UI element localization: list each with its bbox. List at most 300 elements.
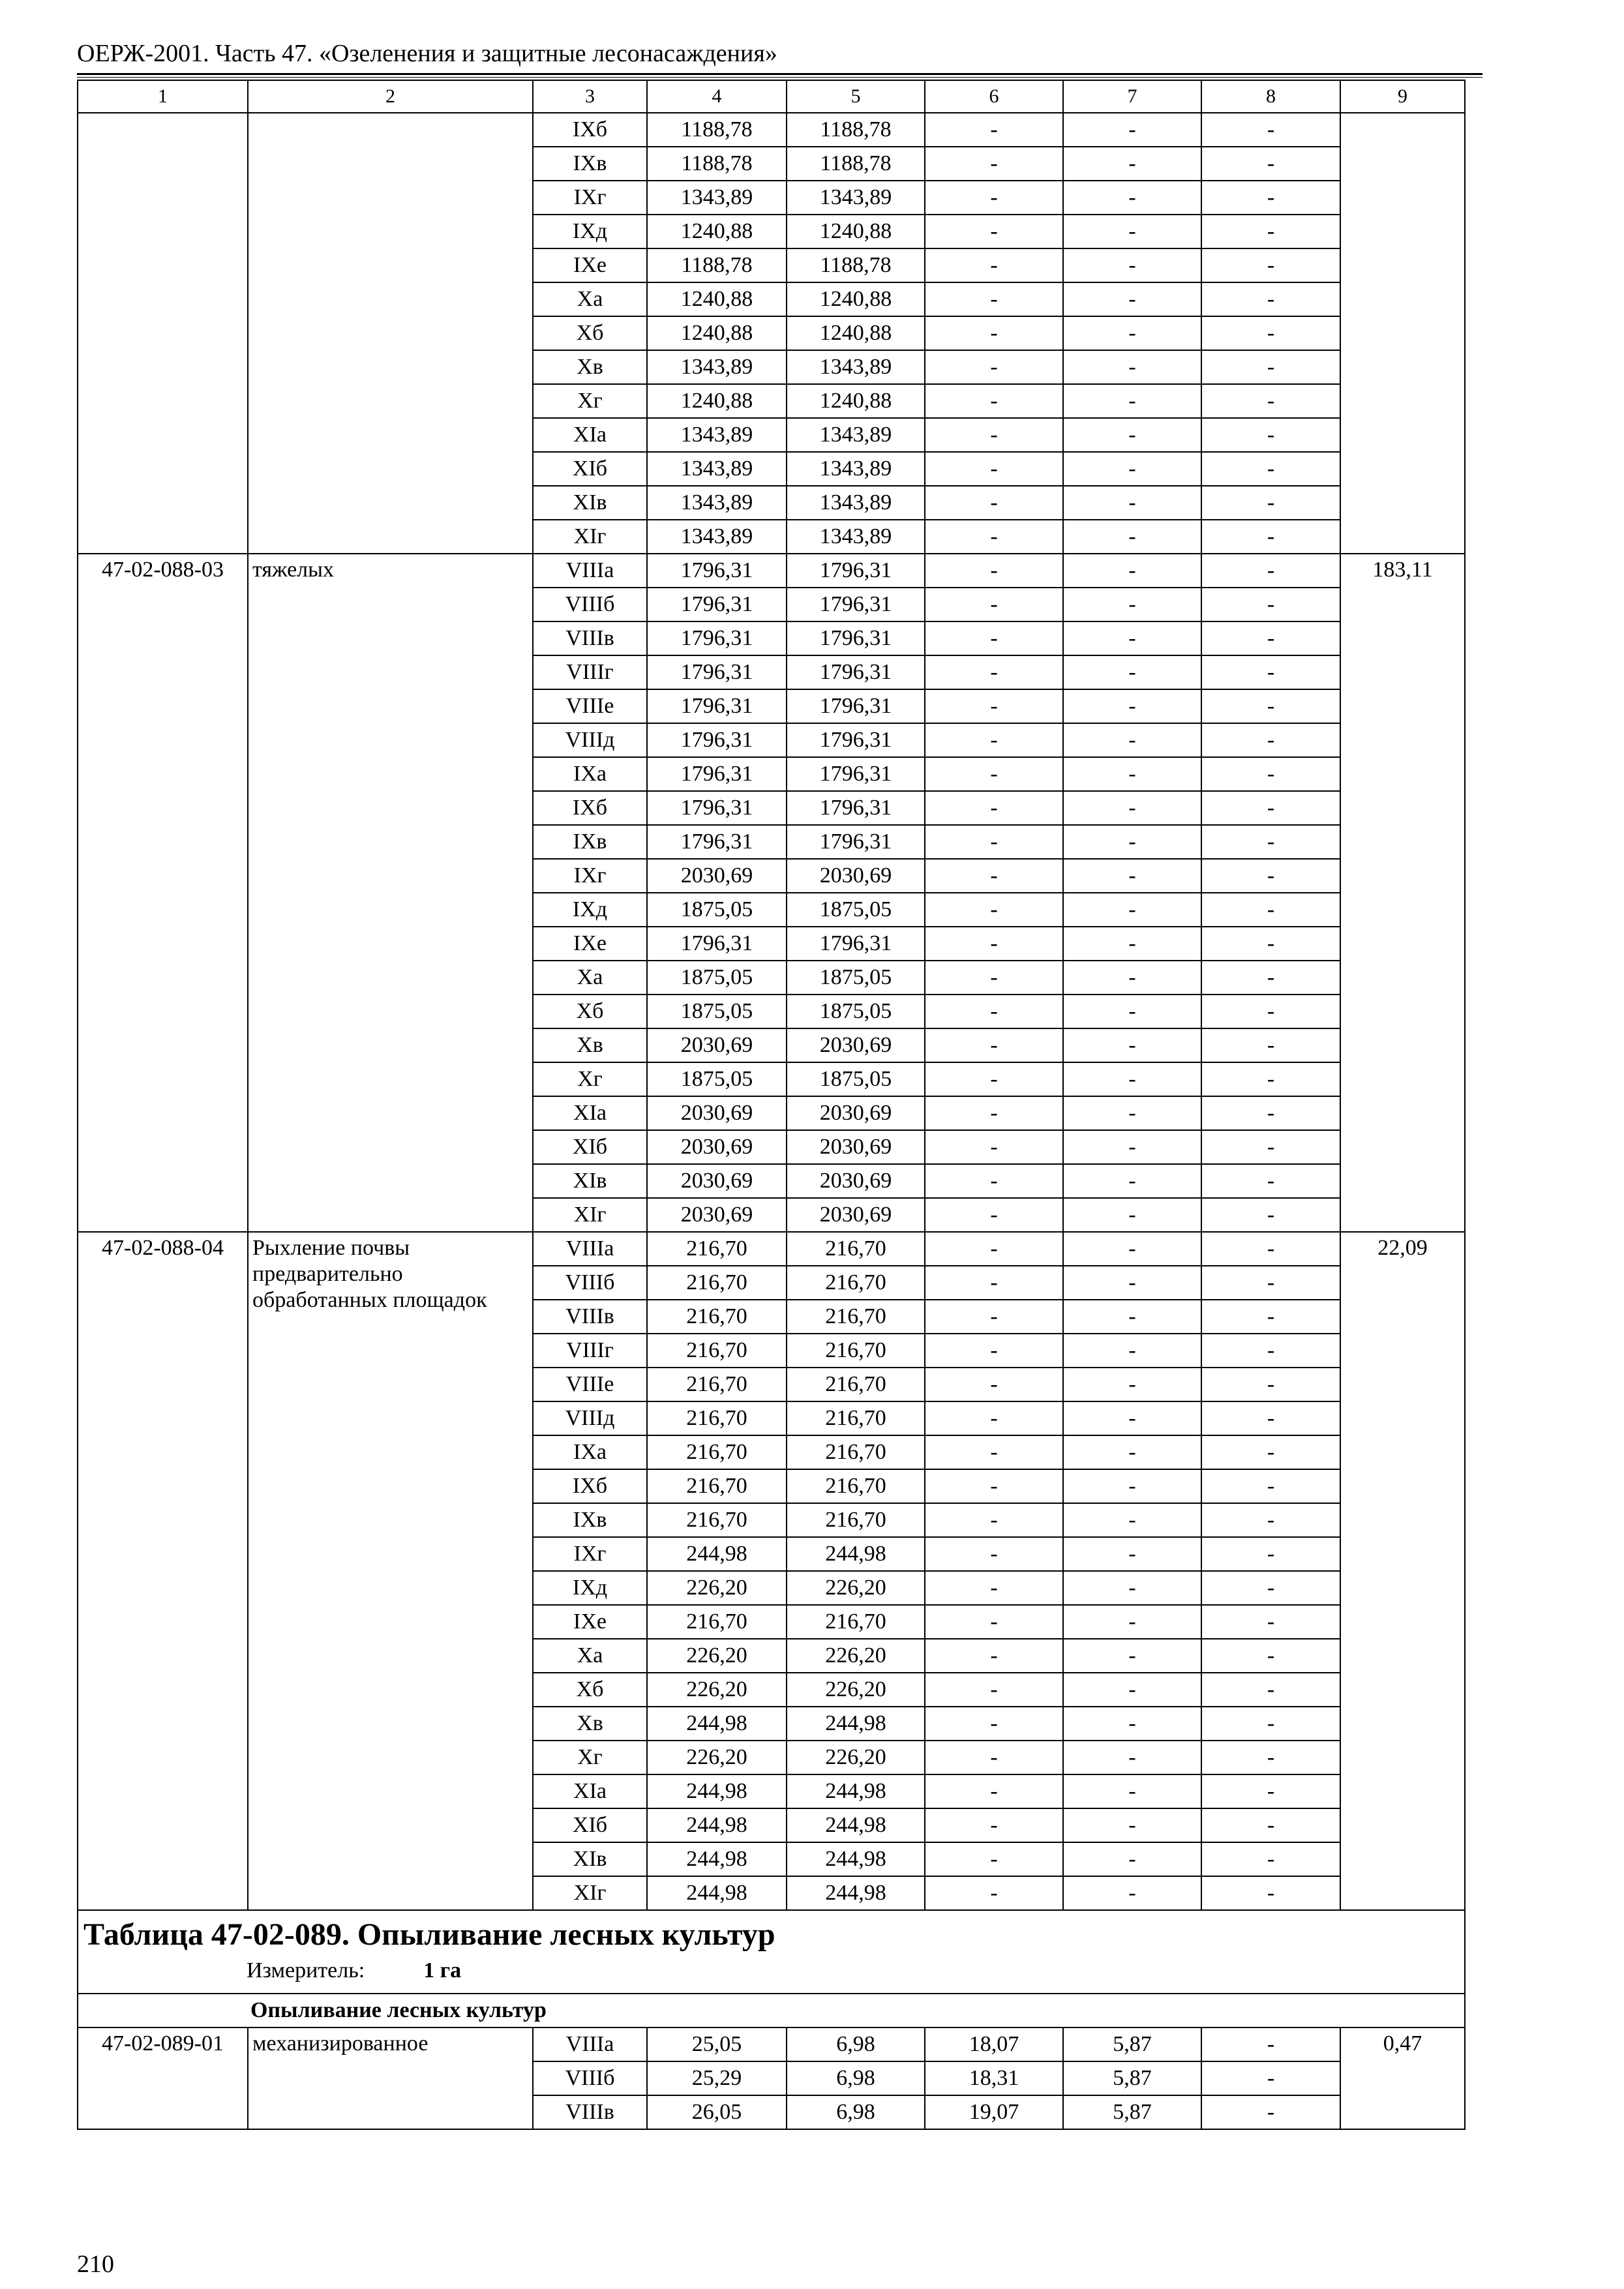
table-cell: 1875,05 bbox=[787, 893, 925, 927]
table-cell: 5,87 bbox=[1063, 2027, 1201, 2061]
table-cell: - bbox=[925, 757, 1063, 791]
table-cell: 1343,89 bbox=[647, 181, 787, 215]
table-cell: 1240,88 bbox=[647, 215, 787, 248]
table-cell: - bbox=[1063, 1503, 1201, 1537]
measure-value: 1 га bbox=[423, 1958, 462, 1982]
table-cell: - bbox=[1201, 1334, 1340, 1368]
table-cell: XIг bbox=[533, 1876, 647, 1910]
table-cell: 2030,69 bbox=[647, 1028, 787, 1062]
table-cell: - bbox=[925, 248, 1063, 282]
table-caption-row bbox=[78, 1910, 1465, 1994]
table-cell: - bbox=[925, 147, 1063, 181]
table-cell: 1188,78 bbox=[787, 147, 925, 181]
table-cell: - bbox=[925, 1096, 1063, 1130]
labor-cost bbox=[1340, 113, 1465, 554]
table-cell: 1796,31 bbox=[787, 588, 925, 621]
table-cell: 1796,31 bbox=[647, 621, 787, 655]
table-cell: - bbox=[925, 181, 1063, 215]
table-cell: 226,20 bbox=[787, 1673, 925, 1707]
table-cell: - bbox=[925, 893, 1063, 927]
table-cell: 216,70 bbox=[647, 1266, 787, 1300]
table-cell: - bbox=[1201, 927, 1340, 961]
table-cell: - bbox=[1063, 1266, 1201, 1300]
table-cell: 1343,89 bbox=[787, 486, 925, 520]
table-cell: 2030,69 bbox=[787, 1198, 925, 1232]
table-cell: 216,70 bbox=[787, 1503, 925, 1537]
column-number: 6 bbox=[925, 80, 1063, 113]
table-cell: 18,31 bbox=[925, 2061, 1063, 2095]
table-cell: 226,20 bbox=[647, 1741, 787, 1774]
section-title: Опыливание лесных культур bbox=[78, 1994, 1465, 2027]
table-cell: - bbox=[1063, 825, 1201, 859]
table-cell: 1240,88 bbox=[787, 215, 925, 248]
table-cell: 1343,89 bbox=[787, 181, 925, 215]
table-cell: Xб bbox=[533, 1673, 647, 1707]
table-cell: 1343,89 bbox=[647, 418, 787, 452]
table-cell: - bbox=[1063, 1130, 1201, 1164]
table-cell: 1796,31 bbox=[647, 554, 787, 588]
table-cell: 1875,05 bbox=[647, 893, 787, 927]
labor-cost: 22,09 bbox=[1340, 1232, 1465, 1910]
table-cell: - bbox=[1063, 995, 1201, 1028]
table-cell: 226,20 bbox=[647, 1673, 787, 1707]
table-cell: - bbox=[1201, 1164, 1340, 1198]
table-cell: 5,87 bbox=[1063, 2095, 1201, 2129]
table-cell: IXе bbox=[533, 927, 647, 961]
table-cell: 1875,05 bbox=[647, 1062, 787, 1096]
table-cell: - bbox=[1201, 2061, 1340, 2095]
table-cell: VIIIв bbox=[533, 621, 647, 655]
table-cell: 244,98 bbox=[647, 1842, 787, 1876]
table-cell: XIв bbox=[533, 486, 647, 520]
table-caption-cell bbox=[78, 1910, 1465, 1994]
table-cell: 226,20 bbox=[647, 1639, 787, 1673]
table-cell: VIIIг bbox=[533, 655, 647, 689]
table-cell: 1188,78 bbox=[647, 113, 787, 147]
table-cell: 2030,69 bbox=[647, 1096, 787, 1130]
column-number: 3 bbox=[533, 80, 647, 113]
table-cell: - bbox=[1063, 621, 1201, 655]
rate-code: 47-02-088-04 bbox=[78, 1232, 248, 1910]
table-cell: 226,20 bbox=[787, 1741, 925, 1774]
table-cell: 226,20 bbox=[787, 1639, 925, 1673]
table-cell: 244,98 bbox=[647, 1537, 787, 1571]
table-cell: - bbox=[1201, 1096, 1340, 1130]
table-cell: - bbox=[1201, 995, 1340, 1028]
table-cell: - bbox=[1201, 893, 1340, 927]
table-cell: 1188,78 bbox=[647, 248, 787, 282]
table-cell: 216,70 bbox=[787, 1469, 925, 1503]
table-cell: - bbox=[1063, 1232, 1201, 1266]
table-cell: - bbox=[925, 1401, 1063, 1435]
table-cell: 19,07 bbox=[925, 2095, 1063, 2129]
table-cell: - bbox=[1201, 1435, 1340, 1469]
table-cell: - bbox=[1063, 1673, 1201, 1707]
table-cell: 1343,89 bbox=[787, 350, 925, 384]
table-cell: - bbox=[1063, 791, 1201, 825]
table-cell: Xг bbox=[533, 1062, 647, 1096]
table-cell: - bbox=[925, 1062, 1063, 1096]
table-cell: - bbox=[925, 1300, 1063, 1334]
table-cell: - bbox=[925, 961, 1063, 995]
table-cell: Xб bbox=[533, 316, 647, 350]
table-cell: - bbox=[1063, 418, 1201, 452]
table-cell: - bbox=[925, 1232, 1063, 1266]
table-row bbox=[78, 113, 1465, 147]
table-cell: - bbox=[925, 723, 1063, 757]
table-cell: - bbox=[925, 1435, 1063, 1469]
table-cell: 1796,31 bbox=[647, 757, 787, 791]
table-cell: 216,70 bbox=[647, 1300, 787, 1334]
table-cell: XIб bbox=[533, 452, 647, 486]
table-cell: - bbox=[1201, 1198, 1340, 1232]
work-description: Рыхление почвы предварительно обработанных площадок bbox=[248, 1232, 533, 1910]
table-cell: - bbox=[1201, 1741, 1340, 1774]
table-cell: 1796,31 bbox=[787, 689, 925, 723]
page-header bbox=[77, 38, 1482, 78]
table-cell: XIб bbox=[533, 1808, 647, 1842]
table-cell: - bbox=[925, 621, 1063, 655]
column-number: 8 bbox=[1201, 80, 1340, 113]
table-cell: - bbox=[1063, 486, 1201, 520]
table-cell: 1796,31 bbox=[647, 825, 787, 859]
table-cell: - bbox=[925, 859, 1063, 893]
table-cell: - bbox=[1063, 1842, 1201, 1876]
table-row bbox=[78, 554, 1465, 588]
table-cell: 244,98 bbox=[787, 1774, 925, 1808]
work-description: механизированное bbox=[248, 2027, 533, 2129]
table-cell: - bbox=[925, 655, 1063, 689]
table-cell: - bbox=[925, 1334, 1063, 1368]
table-cell: - bbox=[1201, 1808, 1340, 1842]
table-cell: 25,29 bbox=[647, 2061, 787, 2095]
table-cell: 6,98 bbox=[787, 2027, 925, 2061]
work-description: тяжелых bbox=[248, 554, 533, 1232]
table-cell: - bbox=[925, 384, 1063, 418]
table-cell: Xб bbox=[533, 995, 647, 1028]
table-cell: - bbox=[1201, 316, 1340, 350]
table-row bbox=[78, 2027, 1465, 2061]
table-cell: 1343,89 bbox=[647, 350, 787, 384]
measure-label: Измеритель: bbox=[247, 1958, 365, 1982]
table-cell: - bbox=[1201, 825, 1340, 859]
rates-table bbox=[77, 80, 1466, 2130]
table-cell: - bbox=[1063, 1334, 1201, 1368]
table-body bbox=[78, 80, 1465, 2129]
table-cell: 244,98 bbox=[787, 1842, 925, 1876]
table-cell: - bbox=[1063, 248, 1201, 282]
table-cell: - bbox=[1063, 1571, 1201, 1605]
table-cell: - bbox=[1063, 452, 1201, 486]
table-cell: - bbox=[1201, 1537, 1340, 1571]
table-cell: - bbox=[925, 1266, 1063, 1300]
section-title-row bbox=[78, 1994, 1465, 2027]
table-cell: IXг bbox=[533, 181, 647, 215]
table-cell: - bbox=[925, 1571, 1063, 1605]
table-cell: - bbox=[925, 1673, 1063, 1707]
table-cell: - bbox=[1201, 350, 1340, 384]
table-cell: - bbox=[925, 1368, 1063, 1401]
table-cell: XIб bbox=[533, 1130, 647, 1164]
table-cell: - bbox=[1063, 1062, 1201, 1096]
table-cell: - bbox=[1063, 316, 1201, 350]
table-cell: - bbox=[1063, 757, 1201, 791]
table-cell: - bbox=[925, 1028, 1063, 1062]
table-cell: - bbox=[1201, 215, 1340, 248]
table-cell: 1343,89 bbox=[647, 486, 787, 520]
table-cell: 244,98 bbox=[647, 1707, 787, 1741]
rate-code bbox=[78, 113, 248, 554]
table-cell: 216,70 bbox=[647, 1401, 787, 1435]
table-cell: 1796,31 bbox=[647, 655, 787, 689]
table-cell: 244,98 bbox=[647, 1808, 787, 1842]
table-cell: - bbox=[1063, 384, 1201, 418]
table-cell: 2030,69 bbox=[647, 1198, 787, 1232]
table-cell: 1240,88 bbox=[647, 316, 787, 350]
table-cell: 1796,31 bbox=[787, 825, 925, 859]
table-cell: VIIIв bbox=[533, 2095, 647, 2129]
table-cell: - bbox=[1201, 1639, 1340, 1673]
table-cell: - bbox=[925, 689, 1063, 723]
table-cell: VIIIб bbox=[533, 588, 647, 621]
table-cell: 1875,05 bbox=[647, 961, 787, 995]
page-number: 210 bbox=[77, 2251, 114, 2278]
table-cell: - bbox=[1063, 282, 1201, 316]
table-cell: IXв bbox=[533, 825, 647, 859]
table-cell: - bbox=[1201, 1028, 1340, 1062]
table-cell: 2030,69 bbox=[647, 1130, 787, 1164]
table-cell: - bbox=[1063, 1198, 1201, 1232]
table-cell: Xа bbox=[533, 282, 647, 316]
table-cell: - bbox=[1063, 893, 1201, 927]
table-cell: - bbox=[1063, 1808, 1201, 1842]
table-cell: - bbox=[1063, 588, 1201, 621]
table-cell: 1343,89 bbox=[647, 520, 787, 554]
table-cell: - bbox=[1063, 215, 1201, 248]
table-cell: 1796,31 bbox=[787, 723, 925, 757]
table-cell: 216,70 bbox=[647, 1435, 787, 1469]
table-cell: 2030,69 bbox=[787, 1164, 925, 1198]
table-cell: - bbox=[1201, 486, 1340, 520]
table-cell: Xа bbox=[533, 961, 647, 995]
header-rule-thin bbox=[77, 77, 1482, 78]
table-cell: - bbox=[1201, 1469, 1340, 1503]
table-cell: 1796,31 bbox=[787, 554, 925, 588]
table-cell: - bbox=[925, 554, 1063, 588]
table-cell: - bbox=[1201, 655, 1340, 689]
table-cell: - bbox=[1201, 2027, 1340, 2061]
table-cell: - bbox=[1201, 1130, 1340, 1164]
table-cell: 25,05 bbox=[647, 2027, 787, 2061]
table-cell: - bbox=[1063, 147, 1201, 181]
table-cell: IXг bbox=[533, 859, 647, 893]
measure-line bbox=[83, 1956, 1459, 1985]
table-cell: IXд bbox=[533, 1571, 647, 1605]
table-cell: - bbox=[1201, 1368, 1340, 1401]
table-cell: Xв bbox=[533, 1028, 647, 1062]
table-cell: 1796,31 bbox=[787, 655, 925, 689]
table-cell: - bbox=[925, 1605, 1063, 1639]
table-cell: 1796,31 bbox=[647, 791, 787, 825]
table-cell: IXв bbox=[533, 1503, 647, 1537]
table-cell: - bbox=[925, 215, 1063, 248]
table-cell: IXб bbox=[533, 791, 647, 825]
table-cell: 1188,78 bbox=[787, 248, 925, 282]
table-cell: - bbox=[925, 1707, 1063, 1741]
table-cell: 18,07 bbox=[925, 2027, 1063, 2061]
table-cell: - bbox=[1063, 1028, 1201, 1062]
table-cell: VIIIг bbox=[533, 1334, 647, 1368]
table-cell: 1796,31 bbox=[647, 689, 787, 723]
table-cell: - bbox=[1201, 1876, 1340, 1910]
table-cell: VIIIе bbox=[533, 1368, 647, 1401]
table-cell: - bbox=[925, 316, 1063, 350]
table-cell: 216,70 bbox=[647, 1232, 787, 1266]
table-cell: VIIIд bbox=[533, 1401, 647, 1435]
table-cell: - bbox=[1063, 927, 1201, 961]
table-cell: XIг bbox=[533, 520, 647, 554]
table-cell: 216,70 bbox=[787, 1605, 925, 1639]
table-cell: 1343,89 bbox=[647, 452, 787, 486]
labor-cost: 0,47 bbox=[1340, 2027, 1465, 2129]
table-cell: 1188,78 bbox=[787, 113, 925, 147]
table-cell: - bbox=[1063, 961, 1201, 995]
table-cell: 1188,78 bbox=[647, 147, 787, 181]
table-cell: 216,70 bbox=[787, 1334, 925, 1368]
table-cell: - bbox=[1201, 689, 1340, 723]
table-cell: 1240,88 bbox=[647, 282, 787, 316]
table-cell: - bbox=[1201, 2095, 1340, 2129]
table-cell: - bbox=[1201, 384, 1340, 418]
table-cell: 1343,89 bbox=[787, 520, 925, 554]
table-cell: 1875,05 bbox=[647, 995, 787, 1028]
table-cell: 216,70 bbox=[787, 1232, 925, 1266]
table-cell: IXв bbox=[533, 147, 647, 181]
table-row bbox=[78, 1232, 1465, 1266]
table-cell: - bbox=[1063, 181, 1201, 215]
table-cell: - bbox=[1201, 1503, 1340, 1537]
table-cell: - bbox=[925, 1876, 1063, 1910]
table-cell: 1796,31 bbox=[787, 791, 925, 825]
table-cell: - bbox=[1201, 859, 1340, 893]
table-cell: - bbox=[1201, 554, 1340, 588]
labor-cost: 183,11 bbox=[1340, 554, 1465, 1232]
table-cell: 1343,89 bbox=[787, 418, 925, 452]
table-cell: 1240,88 bbox=[787, 316, 925, 350]
table-cell: - bbox=[925, 1537, 1063, 1571]
rate-code: 47-02-089-01 bbox=[78, 2027, 248, 2129]
table-cell: - bbox=[925, 282, 1063, 316]
table-cell: - bbox=[1063, 1368, 1201, 1401]
table-cell: 1343,89 bbox=[787, 452, 925, 486]
table-cell: - bbox=[1201, 1842, 1340, 1876]
table-cell: - bbox=[1201, 588, 1340, 621]
table-cell: 226,20 bbox=[787, 1571, 925, 1605]
table-cell: - bbox=[925, 1198, 1063, 1232]
table-cell: 244,98 bbox=[787, 1707, 925, 1741]
column-number: 4 bbox=[647, 80, 787, 113]
table-cell: - bbox=[925, 1130, 1063, 1164]
table-cell: 1796,31 bbox=[787, 621, 925, 655]
table-cell: 226,20 bbox=[647, 1571, 787, 1605]
table-cell: - bbox=[925, 1469, 1063, 1503]
work-description bbox=[248, 113, 533, 554]
table-cell: XIа bbox=[533, 418, 647, 452]
table-cell: 1240,88 bbox=[647, 384, 787, 418]
table-cell: - bbox=[1201, 113, 1340, 147]
table-cell: Xв bbox=[533, 1707, 647, 1741]
table-cell: IXб bbox=[533, 113, 647, 147]
table-cell: IXд bbox=[533, 893, 647, 927]
table-cell: XIа bbox=[533, 1096, 647, 1130]
table-cell: - bbox=[1063, 554, 1201, 588]
column-number: 5 bbox=[787, 80, 925, 113]
table-cell: - bbox=[1063, 689, 1201, 723]
table-cell: 1240,88 bbox=[787, 384, 925, 418]
table-cell: - bbox=[925, 927, 1063, 961]
table-cell: - bbox=[1201, 452, 1340, 486]
table-cell: - bbox=[1063, 1300, 1201, 1334]
table-cell: - bbox=[1201, 1401, 1340, 1435]
table-cell: 2030,69 bbox=[647, 859, 787, 893]
table-cell: IXа bbox=[533, 1435, 647, 1469]
table-cell: 216,70 bbox=[647, 1469, 787, 1503]
table-cell: XIв bbox=[533, 1164, 647, 1198]
table-cell: 216,70 bbox=[787, 1266, 925, 1300]
table-cell: Xа bbox=[533, 1639, 647, 1673]
table-cell: 2030,69 bbox=[787, 1028, 925, 1062]
table-cell: - bbox=[1063, 1537, 1201, 1571]
table-cell: - bbox=[1201, 147, 1340, 181]
header-rule bbox=[77, 73, 1482, 75]
table-cell: - bbox=[925, 1164, 1063, 1198]
table-cell: - bbox=[1201, 723, 1340, 757]
table-cell: 6,98 bbox=[787, 2061, 925, 2095]
table-cell: 244,98 bbox=[647, 1774, 787, 1808]
table-cell: 216,70 bbox=[787, 1300, 925, 1334]
table-cell: 1796,31 bbox=[787, 757, 925, 791]
table-cell: - bbox=[925, 1741, 1063, 1774]
table-cell: - bbox=[925, 588, 1063, 621]
table-cell: - bbox=[1201, 961, 1340, 995]
table-cell: 216,70 bbox=[647, 1368, 787, 1401]
table-cell: 1796,31 bbox=[647, 723, 787, 757]
table-cell: - bbox=[1063, 1435, 1201, 1469]
table-cell: 244,98 bbox=[787, 1808, 925, 1842]
table-cell: - bbox=[1063, 520, 1201, 554]
table-cell: IXе bbox=[533, 248, 647, 282]
table-cell: Xв bbox=[533, 350, 647, 384]
table-cell: - bbox=[925, 1808, 1063, 1842]
table-cell: Xг bbox=[533, 384, 647, 418]
table-cell: 216,70 bbox=[787, 1435, 925, 1469]
table-cell: - bbox=[1063, 350, 1201, 384]
rate-code: 47-02-088-03 bbox=[78, 554, 248, 1232]
column-number: 9 bbox=[1340, 80, 1465, 113]
table-cell: 216,70 bbox=[787, 1401, 925, 1435]
table-cell: VIIIб bbox=[533, 1266, 647, 1300]
table-cell: - bbox=[1201, 248, 1340, 282]
column-number: 2 bbox=[248, 80, 533, 113]
table-cell: 6,98 bbox=[787, 2095, 925, 2129]
table-cell: 216,70 bbox=[647, 1605, 787, 1639]
table-cell: - bbox=[1201, 282, 1340, 316]
table-cell: - bbox=[925, 1842, 1063, 1876]
table-cell: VIIIб bbox=[533, 2061, 647, 2095]
table-cell: - bbox=[1063, 1707, 1201, 1741]
table-cell: - bbox=[1063, 1401, 1201, 1435]
table-cell: - bbox=[925, 350, 1063, 384]
